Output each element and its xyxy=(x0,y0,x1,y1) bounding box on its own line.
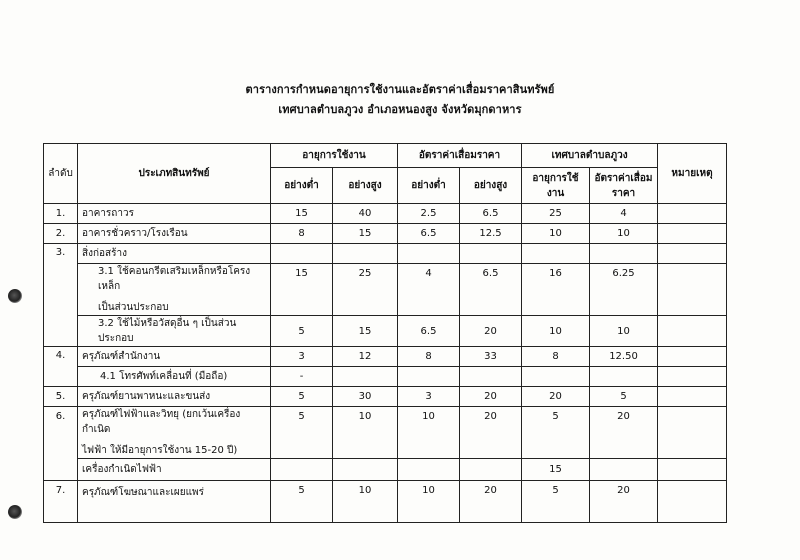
header-dep-max: อย่างสูง xyxy=(460,168,522,204)
row-dep-min: 10 xyxy=(398,407,460,459)
table-row xyxy=(44,244,727,264)
row-muni-rate: 10 xyxy=(590,316,658,347)
row-muni-rate: 4 xyxy=(590,204,658,224)
row-muni-rate xyxy=(590,367,658,387)
row-muni-rate: 6.25 xyxy=(590,264,658,316)
row-no: 7. xyxy=(44,481,78,523)
row-life-max xyxy=(333,244,398,264)
row-no: 4. xyxy=(44,347,78,387)
row-name: 4.1 โทรศัพท์เคลื่อนที่ (มือถือ) xyxy=(78,367,271,387)
row-muni-life: 25 xyxy=(522,204,590,224)
row-remark xyxy=(658,407,727,459)
header-dep-min: อย่างต่ำ xyxy=(398,168,460,204)
row-dep-min: 6.5 xyxy=(398,224,460,244)
row-name-line-1: ครุภัณฑ์ไฟฟ้าและวิทยุ (ยกเว้นเครื่องกำเนิด xyxy=(82,409,241,435)
row-dep-max: 20 xyxy=(460,481,522,523)
title-line-1: ตารางการกำหนดอายุการใช้งานและอัตราค่าเสื่อมราคาสินทรัพย์ xyxy=(245,83,555,96)
row-dep-min: 10 xyxy=(398,481,460,523)
header-no: ลำดับ xyxy=(44,144,78,204)
row-dep-min: 8 xyxy=(398,347,460,367)
row-life-min: 15 xyxy=(271,204,333,224)
row-muni-life: 10 xyxy=(522,224,590,244)
row-no: 1. xyxy=(44,204,78,224)
row-life-min: 5 xyxy=(271,481,333,523)
row-name: ครุภัณฑ์โฆษณาและเผยแพร่ xyxy=(78,481,271,523)
header-municipality: เทศบาลตำบลภูวง xyxy=(522,144,658,168)
row-dep-min xyxy=(398,244,460,264)
row-name xyxy=(78,264,271,316)
row-muni-life xyxy=(522,244,590,264)
punch-hole-lower xyxy=(8,505,22,519)
row-muni-rate: 20 xyxy=(590,407,658,459)
row-life-min: 5 xyxy=(271,387,333,407)
row-dep-max xyxy=(460,459,522,481)
row-dep-max: 6.5 xyxy=(460,264,522,316)
table-row xyxy=(44,204,727,224)
table-row xyxy=(44,316,727,347)
row-muni-life: 5 xyxy=(522,481,590,523)
row-muni-rate: 5 xyxy=(590,387,658,407)
row-name: ครุภัณฑ์สำนักงาน xyxy=(78,347,271,367)
row-dep-max: 20 xyxy=(460,407,522,459)
header-life-min: อย่างต่ำ xyxy=(271,168,333,204)
title-line-2: เทศบาลตำบลภูวง อำเภอหนองสูง จังหวัดมุกดาหาร xyxy=(278,103,522,116)
header-life: อายุการใช้งาน xyxy=(271,144,398,168)
header-depreciation: อัตราค่าเสื่อมราคา xyxy=(398,144,522,168)
row-life-min: - xyxy=(271,367,333,387)
row-dep-max: 20 xyxy=(460,387,522,407)
document-title xyxy=(0,80,800,120)
row-no: 3. xyxy=(44,244,78,347)
row-life-max: 10 xyxy=(333,481,398,523)
row-remark xyxy=(658,481,727,523)
table-row xyxy=(44,387,727,407)
row-name: ครุภัณฑ์ยานพาหนะและขนส่ง xyxy=(78,387,271,407)
row-life-max: 15 xyxy=(333,316,398,347)
row-muni-life: 16 xyxy=(522,264,590,316)
row-life-min: 3 xyxy=(271,347,333,367)
row-muni-life: 20 xyxy=(522,387,590,407)
row-life-max xyxy=(333,459,398,481)
row-name: 3.2 ใช้ไม้หรือวัสดุอื่น ๆ เป็นส่วนประกอบ xyxy=(78,316,271,347)
row-name: เครื่องกำเนิดไฟฟ้า xyxy=(78,459,271,481)
row-muni-rate xyxy=(590,244,658,264)
row-life-max: 40 xyxy=(333,204,398,224)
row-dep-min: 2.5 xyxy=(398,204,460,224)
row-muni-rate: 12.50 xyxy=(590,347,658,367)
row-remark xyxy=(658,316,727,347)
table-row xyxy=(44,264,727,316)
row-remark xyxy=(658,459,727,481)
row-life-max: 12 xyxy=(333,347,398,367)
row-dep-min: 6.5 xyxy=(398,316,460,347)
row-dep-max: 12.5 xyxy=(460,224,522,244)
header-remark: หมายเหตุ xyxy=(658,144,727,204)
row-remark xyxy=(658,224,727,244)
row-name: สิ่งก่อสร้าง xyxy=(78,244,271,264)
table-row xyxy=(44,224,727,244)
row-life-max: 25 xyxy=(333,264,398,316)
row-dep-max: 33 xyxy=(460,347,522,367)
header-muni-rate: อัตราค่าเสื่อมราคา xyxy=(590,168,658,204)
row-name: อาคารชั่วคราว/โรงเรือน xyxy=(78,224,271,244)
row-dep-max: 6.5 xyxy=(460,204,522,224)
table-row xyxy=(44,459,727,481)
row-name-line-2: ไฟฟ้า ให้มีอายุการใช้งาน 15-20 ปี) xyxy=(82,445,238,456)
row-name-line-1: 3.1 ใช้คอนกรีตเสริมเหล็กหรือโครงเหล็ก xyxy=(98,266,251,292)
row-remark xyxy=(658,204,727,224)
row-name xyxy=(78,407,271,459)
row-muni-life: 8 xyxy=(522,347,590,367)
row-life-min: 5 xyxy=(271,407,333,459)
row-dep-min: 3 xyxy=(398,387,460,407)
row-life-max: 10 xyxy=(333,407,398,459)
table-row xyxy=(44,367,727,387)
row-no: 5. xyxy=(44,387,78,407)
row-life-max xyxy=(333,367,398,387)
row-dep-max xyxy=(460,244,522,264)
row-dep-max xyxy=(460,367,522,387)
row-remark xyxy=(658,244,727,264)
row-remark xyxy=(658,387,727,407)
row-name: อาคารถาวร xyxy=(78,204,271,224)
row-muni-life: 15 xyxy=(522,459,590,481)
row-life-min: 15 xyxy=(271,264,333,316)
row-muni-rate: 20 xyxy=(590,481,658,523)
row-muni-rate: 10 xyxy=(590,224,658,244)
row-muni-life: 10 xyxy=(522,316,590,347)
row-dep-max: 20 xyxy=(460,316,522,347)
row-life-min: 5 xyxy=(271,316,333,347)
row-dep-min xyxy=(398,367,460,387)
row-no: 6. xyxy=(44,407,78,481)
row-dep-min: 4 xyxy=(398,264,460,316)
header-asset: ประเภทสินทรัพย์ xyxy=(78,144,271,204)
row-muni-rate xyxy=(590,459,658,481)
row-no: 2. xyxy=(44,224,78,244)
asset-depreciation-table xyxy=(43,143,727,523)
row-muni-life xyxy=(522,367,590,387)
row-remark xyxy=(658,347,727,367)
table-row xyxy=(44,347,727,367)
row-life-max: 30 xyxy=(333,387,398,407)
row-muni-life: 5 xyxy=(522,407,590,459)
table-row xyxy=(44,481,727,523)
row-dep-min xyxy=(398,459,460,481)
row-life-min xyxy=(271,244,333,264)
header-muni-life: อายุการใช้งาน xyxy=(522,168,590,204)
header-life-max: อย่างสูง xyxy=(333,168,398,204)
row-remark xyxy=(658,264,727,316)
table-row xyxy=(44,407,727,459)
row-name-line-2: เป็นส่วนประกอบ xyxy=(98,302,169,313)
row-life-max: 15 xyxy=(333,224,398,244)
row-life-min: 8 xyxy=(271,224,333,244)
row-remark xyxy=(658,367,727,387)
row-life-min xyxy=(271,459,333,481)
punch-hole-upper xyxy=(8,289,22,303)
